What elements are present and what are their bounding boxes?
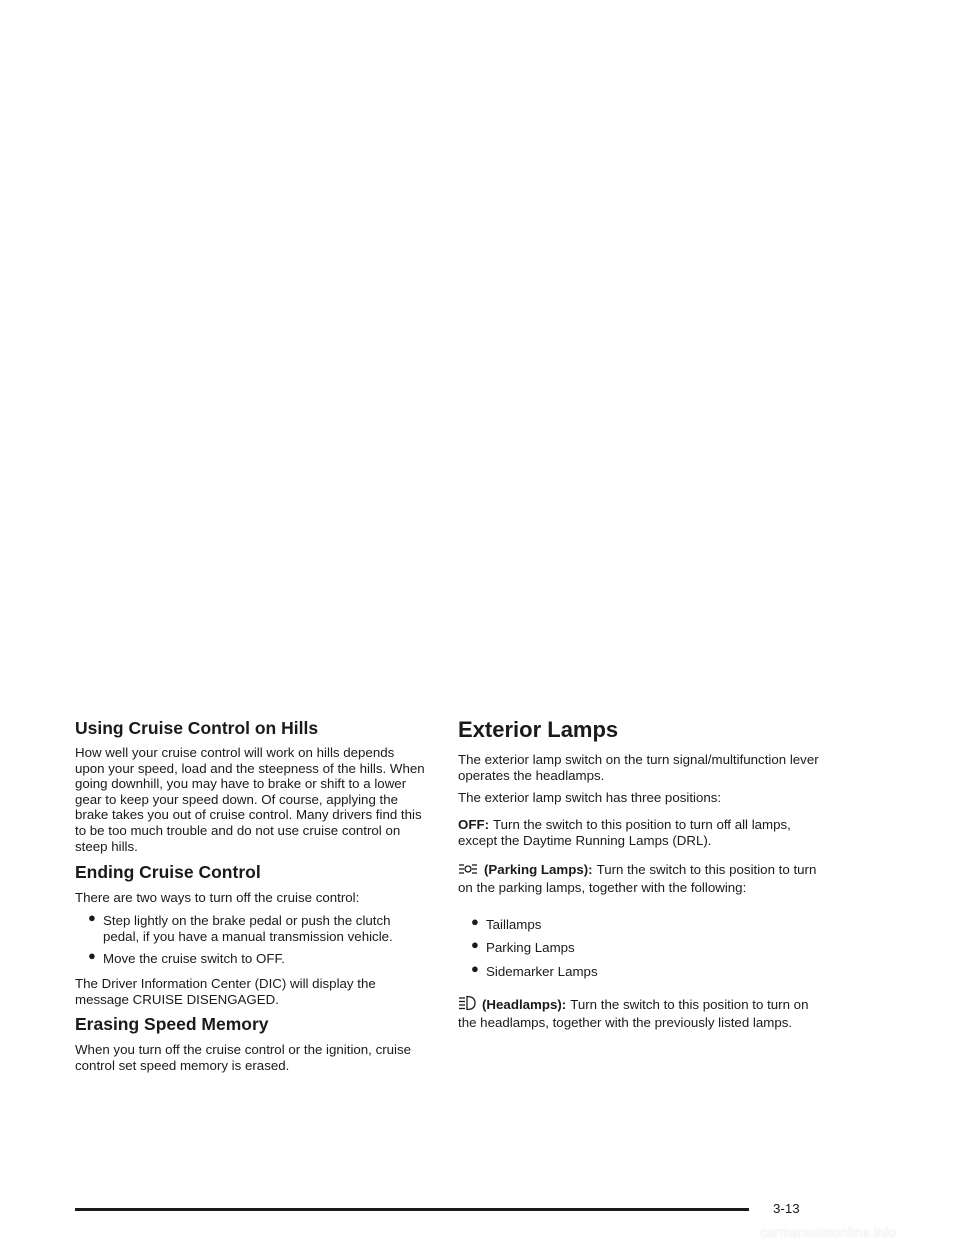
section-heading-hills: Using Cruise Control on Hills [75,718,319,738]
paragraph-positions-intro: The exterior lamp switch has three positions: [458,790,722,805]
page-title: Exterior Lamps [458,717,619,742]
list-item-text: Sidemarker Lamps [486,964,598,979]
paragraph-erasing: When you turn off the cruise control or the ignition, cruise control set speed memory is erased. [75,1042,412,1073]
bullet-icon: ● [88,910,96,925]
paragraph-exterior-intro: The exterior lamp switch on the turn signal/multifunction lever operates the headlamps. [458,752,819,783]
paragraph-ending-intro: There are two ways to turn off the cruise control: [75,890,360,905]
list-item-text: Move the cruise switch to OFF. [103,951,285,966]
watermark: carmanualsonline.info [760,1224,897,1240]
headlamps-label: (Headlamps): [482,997,567,1012]
bullet-icon: ● [471,937,479,952]
page-number: 3-13 [773,1201,800,1216]
paragraph-ending-body: The Driver Information Center (DIC) will display the message CRUISE DISENGAGED. [75,976,376,1007]
section-heading-erasing: Erasing Speed Memory [75,1014,269,1034]
off-text: Turn the switch to this position to turn off all lamps, except the Daytime Running Lamps (DRL). [458,817,791,848]
off-label: OFF: [458,817,490,832]
paragraph-parking [458,862,820,895]
paragraph-hills: How well your cruise control will work on hills depends upon your speed, load and the steepness of the hills. When going downhill, you may have to brake or shift to a lower gear to keep your speed down. Of course, applying the brake takes you out of cruise control. Many drivers find this to be too much trouble and do not use cruise control on steep hills. [75,745,425,854]
list-item [458,961,820,980]
bullet-icon: ● [471,961,479,976]
paragraph-off [458,817,820,848]
headlamps-icon [458,995,476,1015]
footer-rule [75,1208,749,1211]
parking-label: (Parking Lamps): [484,862,593,877]
section-heading-ending: Ending Cruise Control [75,862,261,882]
headlamps-text: Turn the switch to this position to turn on the headlamps, together with the previously listed lamps. [458,997,809,1030]
paragraph-headlamps [458,995,820,1030]
parking-text: Turn the switch to this position to turn on the parking lamps, together with the following: [458,862,817,895]
list-item [458,937,820,956]
parking-lamps-icon [458,862,478,880]
list-item-text: Parking Lamps [486,940,575,955]
list-item [75,910,425,944]
list-item [458,914,820,933]
list-item-text: Taillamps [486,917,542,932]
bullet-icon: ● [471,914,479,929]
bullet-icon: ● [88,948,96,963]
list-item-text: Step lightly on the brake pedal or push the clutch pedal, if you have a manual transmission vehicle. [103,913,393,944]
list-item [75,948,425,967]
